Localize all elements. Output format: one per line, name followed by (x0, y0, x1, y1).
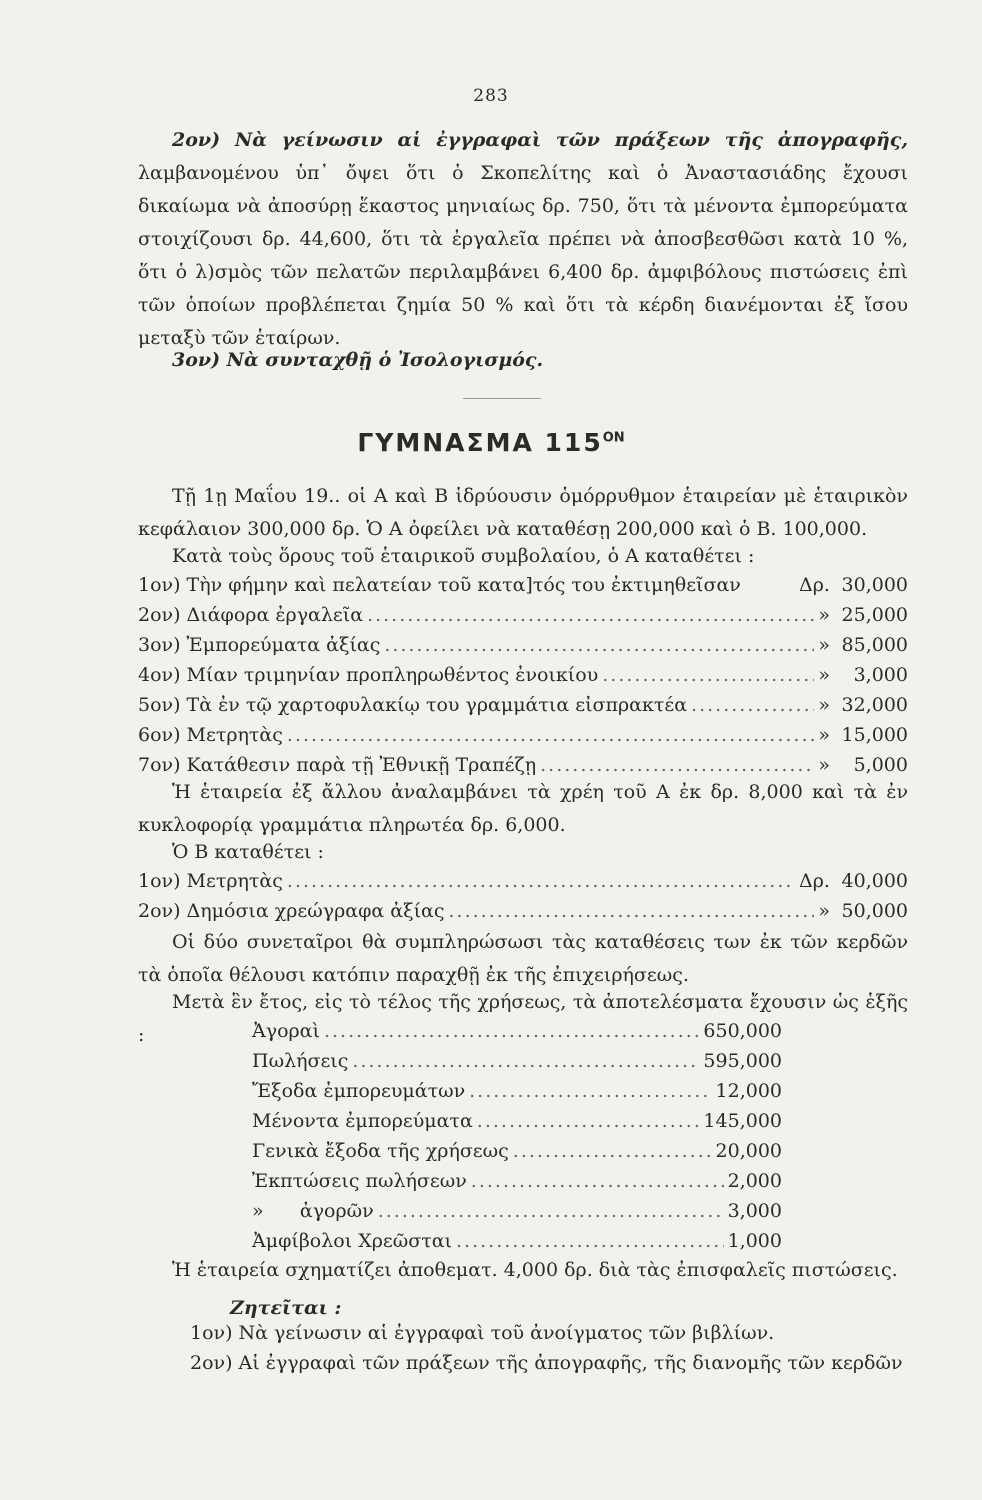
item-currency: » (818, 664, 830, 686)
item-currency: » (818, 754, 830, 776)
result-amount: 595,000 (703, 1050, 782, 1072)
result-label: » ἀγορῶν (252, 1200, 374, 1222)
result-label: Ἀγοραὶ (252, 1020, 320, 1042)
dot-leader (456, 1226, 724, 1256)
result-amount: 1,000 (727, 1230, 782, 1252)
result-row (252, 1076, 782, 1106)
item-amount: 40,000 (841, 870, 908, 892)
dot-leader (469, 1076, 711, 1106)
dot-leader (471, 1166, 724, 1196)
item-number: 2ον) (138, 900, 181, 922)
section-divider (463, 398, 541, 399)
exercise-heading (0, 428, 982, 457)
result-row (252, 1196, 782, 1226)
item-number: 3ον) (138, 634, 181, 656)
result-label: Μένοντα ἐμπορεύματα (252, 1110, 473, 1132)
item-number: 1ον) (138, 870, 181, 892)
list-item (138, 866, 908, 896)
item-number: 1ον) (190, 1322, 233, 1344)
result-row (252, 1226, 782, 1256)
required-item (190, 1318, 908, 1348)
item-number: 5ον) (138, 694, 181, 716)
dot-leader (287, 720, 814, 750)
dot-leader (352, 1046, 699, 1076)
item-currency: Δρ. (799, 574, 830, 596)
dot-leader (384, 630, 814, 660)
result-label: Γενικὰ ἔξοδα τῆς χρήσεως (252, 1140, 509, 1162)
list-item (138, 896, 908, 926)
item-currency: » (818, 900, 830, 922)
result-row (252, 1136, 782, 1166)
item-amount: 5,000 (853, 754, 908, 776)
result-label: Ἔξοδα ἐμπορευμάτων (252, 1080, 466, 1102)
result-amount: 12,000 (715, 1080, 782, 1102)
result-label: Ἀμφίβολοι Χρεῶσται (252, 1230, 453, 1252)
dot-leader (477, 1106, 700, 1136)
item-amount: 30,000 (841, 574, 908, 596)
required-item (190, 1348, 908, 1378)
item-number: 7ον) (138, 754, 181, 776)
item-number: 2ον) (138, 604, 181, 626)
required-text: Νὰ γείνωσιν αἱ ἐγγραφαὶ τοῦ ἀνοίγματος τῶν βιβλίων. (238, 1322, 775, 1344)
item-label: Μετρητὰς (186, 724, 283, 746)
item-label: Διάφορα ἐργαλεῖα (186, 604, 364, 626)
item-currency: » (818, 634, 830, 656)
result-row (252, 1166, 782, 1196)
intro-item-2-text: λαμβανομένου ὑπ᾿ ὄψει ὅτι ὁ Σκοπελίτης καὶ ὁ Ἀναστασιάδης ἔχουσι δικαίωμα νὰ ἀποσύρῃ ἕκαστος μηνιαίως δρ. 750, ὅτι τὰ μένοντα ἐμπορεύματα στοιχίζουσι δρ. 44,600, ὅτι τὰ ἐργαλεῖα πρέπει νὰ ἀποσβεσθῶσι κατὰ 10 %, ὅτι ὁ λ)σμὸς τῶν πελατῶν περιλαμβάνει 6,400 δρ. ἀμφιβόλους πιστώσεις ἐπὶ τῶν ὁποίων προβλέπεται ζημία 50 % καὶ ὅτι τὰ κέρδη διανέμονται ἐξ ἴσου μεταξὺ τῶν ἑταίρων. (138, 162, 908, 349)
item-amount: 15,000 (841, 724, 908, 746)
partner-a-intro: Κατὰ τοὺς ὅρους τοῦ ἑταιρικοῦ συμβολαίου, ὁ Α καταθέτει : (172, 545, 755, 567)
result-row (252, 1016, 782, 1046)
item-label: Τὴν φήμην καὶ πελατείαν τοῦ κατα]τός του ἐκτιμηθεῖσαν (186, 574, 741, 596)
dot-leader (513, 1136, 712, 1166)
dot-leader (367, 600, 814, 630)
year-results-intro: Μετὰ ἓν ἔτος, εἰς τὸ τέλος τῆς χρήσεως, τὰ ἀποτελέσματα ἔχουσιν ὡς ἑξῆς : (138, 991, 908, 1046)
result-row (252, 1046, 782, 1076)
dot-leader (287, 866, 795, 896)
result-amount: 3,000 (727, 1200, 782, 1222)
intro-item-2-label: 2ον) Νὰ γείνωσιν αἱ ἐγγραφαὶ τῶν πράξεων τῆς ἀπογραφῆς, (172, 129, 908, 151)
result-label: Ἐκπτώσεις πωλήσεων (252, 1170, 467, 1192)
result-amount: 145,000 (703, 1110, 782, 1132)
list-item (138, 720, 908, 750)
dot-leader (602, 660, 814, 690)
partner-b-intro: Ὁ Β καταθέτει : (172, 841, 324, 863)
item-currency: » (818, 694, 830, 716)
list-item (138, 600, 908, 630)
item-number: 2ον) (190, 1352, 233, 1374)
list-item (138, 630, 908, 660)
result-amount: 650,000 (703, 1020, 782, 1042)
exercise-heading-text: ΓΥΜΝΑΣΜΑ 115 (357, 428, 603, 457)
item-number: 6ον) (138, 724, 181, 746)
item-amount: 50,000 (841, 900, 908, 922)
item-label: Κατάθεσιν παρὰ τῇ Ἐθνικῇ Τραπέζῃ (186, 754, 537, 776)
result-row (252, 1106, 782, 1136)
dot-leader (691, 690, 814, 720)
intro-item-3: 3ον) Νὰ συνταχθῇ ὁ Ἰσολογισμός. (172, 349, 544, 371)
item-number: 1ον) (138, 574, 181, 596)
list-item (138, 570, 908, 600)
result-label: Πωλήσεις (252, 1050, 349, 1072)
item-amount: 25,000 (841, 604, 908, 626)
result-amount: 20,000 (715, 1140, 782, 1162)
dot-leader (378, 1196, 724, 1226)
result-amount: 2,000 (727, 1170, 782, 1192)
intro-item-2 (138, 124, 908, 355)
item-label: Τὰ ἐν τῷ χαρτοφυλακίῳ του γραμμάτια εἰσπρακτέα (186, 694, 688, 716)
item-currency: Δρ. (799, 870, 830, 892)
item-amount: 32,000 (841, 694, 908, 716)
required-text: Αἱ ἐγγραφαὶ τῶν πράξεων τῆς ἀπογραφῆς, τῆς διανομῆς τῶν κερδῶν (238, 1352, 903, 1374)
item-amount: 85,000 (841, 634, 908, 656)
exercise-opening: Τῇ 1ῃ Μαΐου 19.. οἱ Α καὶ Β ἱδρύουσιν ὁμόρρυθμον ἑταιρείαν μὲ ἑταιρικὸν κεφάλαιον 300,000 δρ. Ὁ Α ὀφείλει νὰ καταθέσῃ 200,000 καὶ ὁ Β. 100,000. (138, 485, 908, 540)
exercise-heading-sup: ΟΝ (602, 430, 625, 446)
required-title: Ζητεῖται : (230, 1297, 342, 1319)
dot-leader (324, 1016, 699, 1046)
item-label: Ἐμπορεύματα ἀξίας (186, 634, 381, 656)
partners-note: Οἱ δύο συνεταῖροι θὰ συμπληρώσωσι τὰς καταθέσεις των ἐκ τῶν κερδῶν τὰ ὁποῖα θέλουσι κατόπιν παραχθῇ ἐκ τῆς ἐπιχειρήσεως. (138, 931, 908, 986)
item-currency: » (818, 724, 830, 746)
page-number: 283 (473, 86, 509, 106)
partner-a-note: Ἡ ἑταιρεία ἐξ ἄλλου ἀναλαμβάνει τὰ χρέη τοῦ Α ἐκ δρ. 8,000 καὶ τὰ ἐν κυκλοφορίᾳ γραμμάτια πληρωτέα δρ. 6,000. (138, 781, 908, 836)
item-label: Μετρητὰς (186, 870, 283, 892)
item-currency: » (818, 604, 830, 626)
list-item (138, 690, 908, 720)
item-number: 4ον) (138, 664, 181, 686)
item-label: Δημόσια χρεώγραφα ἀξίας (186, 900, 445, 922)
item-amount: 3,000 (853, 664, 908, 686)
item-label: Μίαν τριμηνίαν προπληρωθέντος ἐνοικίου (186, 664, 599, 686)
dot-leader (449, 896, 815, 926)
list-item (138, 660, 908, 690)
reserve-note: Ἡ ἑταιρεία σχηματίζει ἀποθεματ. 4,000 δρ. διὰ τὰς ἐπισφαλεῖς πιστώσεις. (172, 1259, 898, 1281)
